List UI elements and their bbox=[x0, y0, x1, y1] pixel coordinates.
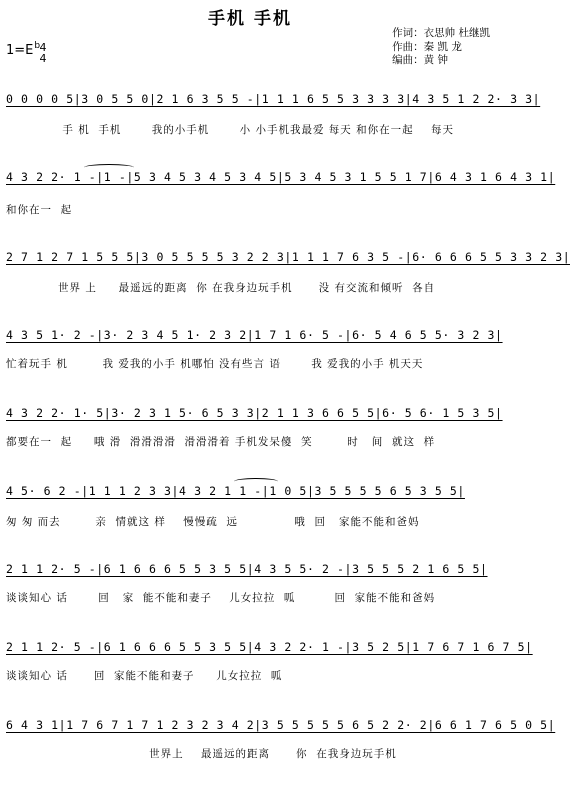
lyrics-line: 匆 匆 而去 亲 情就这 样 慢慢疏 远 哦 回 家能不能和爸妈 bbox=[6, 516, 420, 528]
lyrics-line: 世界上 最遥远的距离 你 在我身边玩手机 bbox=[6, 748, 397, 760]
key-signature bbox=[6, 43, 40, 58]
notes-line: 4 3 2 2· 1· 5|3· 2 3 1 5· 6 5 3 3|2 1 1 3 6 6 5 5|6· 5 6· 1 5 3 5| bbox=[6, 406, 503, 420]
notes-line: 2 1 1 2· 5 -|6 1 6 6 6 5 5 3 5 5|4 3 5 5· 2 -|3 5 5 5 2 1 6 5 5| bbox=[6, 562, 488, 576]
time-signature bbox=[38, 42, 48, 64]
lyricist-credit: 作词：衣思帅 杜继凯 bbox=[392, 27, 490, 39]
credits-block bbox=[392, 27, 490, 68]
composer-credit: 作曲：秦 凯 龙 bbox=[392, 40, 462, 53]
notes-line: 4 3 5 1· 2 -|3· 2 3 4 5 1· 2 3 2|1 7 1 6· 5 -|6· 5 4 6 5 5· 3 2 3| bbox=[6, 328, 503, 342]
notes-line: 0 0 0 0 5|3 0 5 5 0|2 1 6 3 5 5 -|1 1 1 6 5 5 3 3 3 3|4 3 5 1 2 2· 3 3| bbox=[6, 92, 541, 106]
lyrics-line: 都要在一 起 哦 滑 滑滑滑滑 滑滑滑着 手机发呆傻 笑 时 间 就这 样 bbox=[6, 436, 436, 448]
notes-line: 2 7 1 2 7 1 5 5 5|3 0 5 5 5 5 3 2 2 3|1 1 1 7 6 3 5 -|6· 6 6 6 5 5 3 3 2 3| bbox=[6, 250, 570, 264]
lyrics-line: 手 机 手机 我的小手机 小 小手机我最爱 每天 和你在一起 每天 bbox=[6, 124, 454, 136]
notes-line: 6 4 3 1|1 7 6 7 1 7 1 2 3 2 3 4 2|3 5 5 5 5 5 6 5 2 2· 2|6 6 1 7 6 5 0 5| bbox=[6, 718, 556, 732]
lyrics-line: 忙着玩手 机 我 爱我的小手 机哪怕 没有些言 语 我 爱我的小手 机天天 bbox=[6, 358, 424, 370]
notes-line: 4 5· 6 2 -|1 1 1 2 3 3|4 3 2 1 1 -|1 0 5|3 5 5 5 5 6 5 3 5 5| bbox=[6, 484, 465, 498]
notes-line: 4 3 2 2· 1 -|1 -|5 3 4 5 3 4 5 3 4 5|5 3 4 5 3 1 5 5 1 7|6 4 3 1 6 4 3 1| bbox=[6, 170, 556, 184]
flat-accidental: b bbox=[34, 41, 41, 51]
meter-bottom: 4 bbox=[39, 52, 47, 65]
arranger-credit: 编曲：黄 钟 bbox=[392, 54, 448, 66]
song-title: 手机 手机 bbox=[208, 9, 292, 29]
lyrics-line: 谈谈知心 话 回 家能不能和妻子 儿女拉拉 呱 bbox=[6, 670, 283, 682]
lyrics-line: 世界 上 最遥远的距离 你 在我身边玩手机 没 有交流和倾听 各自 bbox=[6, 282, 436, 294]
lyrics-line: 和你在一 起 bbox=[6, 204, 73, 216]
notes-line: 2 1 1 2· 5 -|6 1 6 6 6 5 5 3 5 5|4 3 2 2· 1 -|3 5 2 5|1 7 6 7 1 6 7 5| bbox=[6, 640, 533, 654]
lyrics-line: 谈谈知心 话 回 家 能不能和妻子 儿女拉拉 呱 回 家能不能和爸妈 bbox=[6, 592, 436, 604]
meter-top: 4 bbox=[39, 41, 47, 54]
key-label: 1=E bbox=[6, 43, 34, 58]
